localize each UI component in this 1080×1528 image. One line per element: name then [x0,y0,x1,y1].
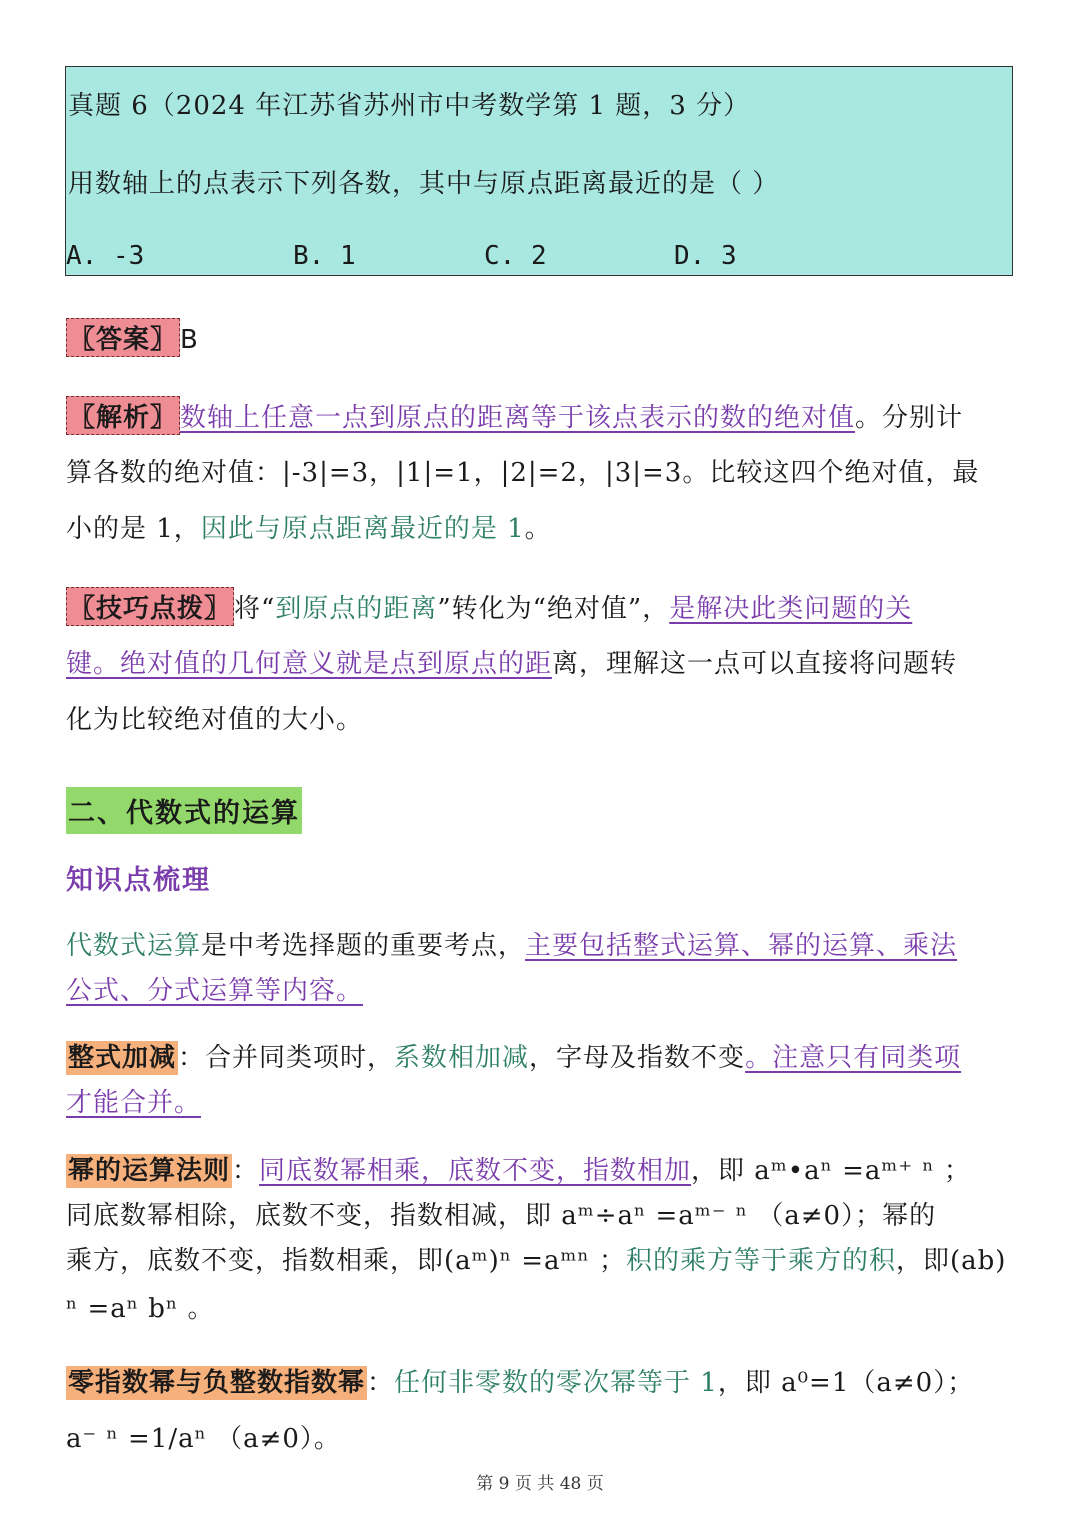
intro-line-2: 公式、分式运算等内容。 [66,976,364,1006]
analysis-line-3: 小的是 1，因此与原点距离最近的是 1。 [66,514,552,544]
answer-value: B [180,325,199,355]
answer-tag: 〖答案〗 [66,318,180,357]
power-rules-line-3: 乘方，底数不变，指数相乘，即(aᵐ)ⁿ =aᵐⁿ ；积的乘方等于乘方的积，即(ab) [66,1246,1007,1276]
power-rules-line-2: 同底数幂相除，底数不变，指数相减，即 aᵐ÷aⁿ =aᵐ⁻ ⁿ （a≠0）；幂的 [66,1201,937,1231]
tip-line-2: 键。绝对值的几何意义就是点到原点的距离，理解这一点可以直接将问题转 [66,649,958,679]
zero-negative-line-1: 零指数幂与负整数指数幂：任何非零数的零次幂等于 1，即 a⁰=1（a≠0）； [68,1368,975,1398]
option-d: D. 3 [674,241,737,271]
integer-addition-line-2: 才能合并。 [66,1088,202,1118]
intro-line-1: 代数式运算是中考选择题的重要考点，主要包括整式运算、幂的运算、乘法 [66,931,958,961]
analysis-line-1: 〖解析〗 数轴上任意一点到原点的距离等于该点表示的数的绝对值。分别计 [66,396,1014,435]
option-c: C. 2 [484,241,547,271]
integer-addition-line-1: 整式加减：合并同类项时，系数相加减，字母及指数不变。注意只有同类项 [68,1043,962,1073]
option-a: A. -3 [66,241,145,271]
question-stem: 用数轴上的点表示下列各数，其中与原点距离最近的是（ ） [68,169,780,199]
zero-negative-line-2: a⁻ ⁿ =1/aⁿ （a≠0）。 [66,1424,341,1454]
zero-negative-tag: 零指数幂与负整数指数幂 [68,1368,366,1398]
section-heading: 二、代数式的运算 [66,787,302,834]
tip-line-3: 化为比较绝对值的大小。 [66,705,364,735]
tip-line-1: 〖技巧点拨〗 将“到原点的距离”转化为“绝对值”，是解决此类问题的关 [66,587,1014,626]
option-b: B. 1 [293,241,356,271]
question-title: 真题 6（2024 年江苏省苏州市中考数学第 1 题，3 分） [68,91,751,121]
question-box [65,66,1013,276]
power-rules-line-4: ⁿ =aⁿ bⁿ 。 [66,1294,215,1324]
answer-line [66,318,1014,357]
power-rules-tag: 幂的运算法则 [68,1156,231,1186]
page-footer: 第 9 页 共 48 页 [476,1474,604,1494]
power-rules-line-1: 幂的运算法则：同底数幂相乘，底数不变，指数相加，即 aᵐ•aⁿ =aᵐ⁺ ⁿ ； [68,1156,971,1186]
tip-tag: 〖技巧点拨〗 [66,587,234,626]
integer-addition-tag: 整式加减 [68,1043,177,1073]
section-subheading: 知识点梳理 [66,865,211,896]
analysis-tag: 〖解析〗 [66,396,180,435]
analysis-line-2: 算各数的绝对值：|-3|=3，|1|=1，|2|=2，|3|=3。比较这四个绝对值，最 [66,458,980,488]
